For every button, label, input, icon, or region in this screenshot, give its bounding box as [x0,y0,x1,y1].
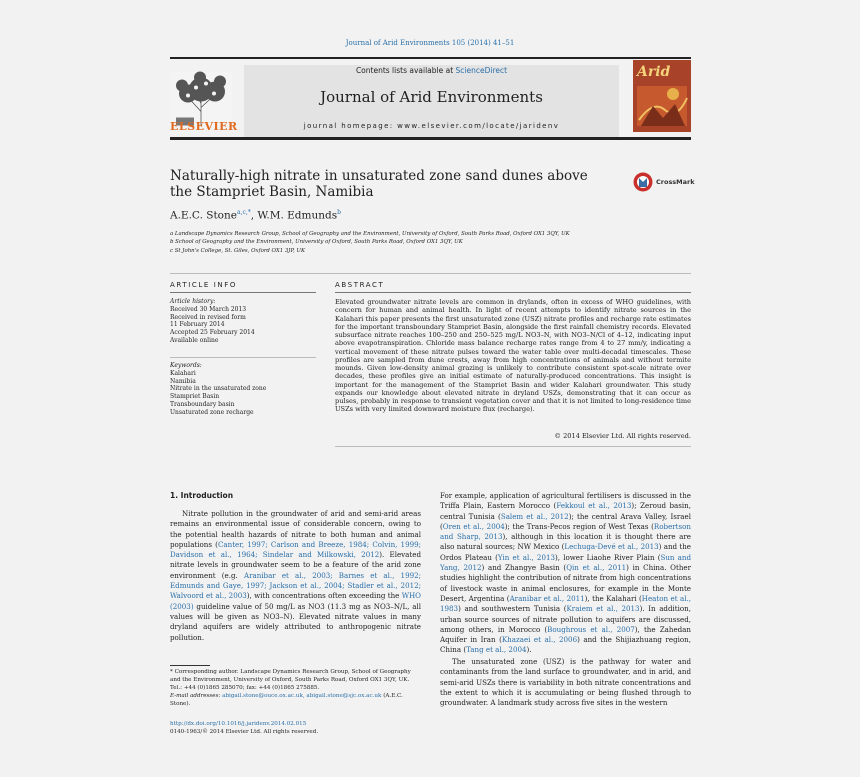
history-item: 11 February 2014 [170,321,225,329]
citation-link[interactable]: WHO (2003) [170,591,421,611]
email-suffix: (A.E.C. Stone). [170,693,403,707]
body-text-run: ) and southwestern Tunisia ( [458,604,567,614]
cover-title: Arid [637,64,671,80]
body-text-run: ) and the Shijiazhuang region, China ( [440,635,691,655]
citation-link[interactable]: Fekkoul et al., 2013 [556,501,632,511]
body-text-run: ). Elevated nitrate levels in groundwater seem to be a feature of the arid zone environment (e.g. [170,550,421,580]
body-text-run: Nitrate pollution in the groundwater of arid and semi-arid areas remains an environmental issue of considerable concern, owing to the potential health hazards of nitrate to both human and animal populations ( [170,509,421,549]
corresponding-author: * Corresponding author. Landscape Dynamics Research Group, School of Geography and the Environment, University of Oxford, South Parks Road, Oxford OX1 3QY, UK. Tel.: +44 (0)1865 285070; fax: +44 (0)1865 275885. [170,669,411,691]
footnote-rule [170,665,210,666]
keywords-rule [170,357,316,358]
citation-link[interactable]: Sun and Yang, 2012 [440,552,691,573]
article-info-rule [170,292,316,293]
citation-link[interactable]: Oren et al., 2004 [442,521,505,531]
article-info-heading: ARTICLE INFO [170,281,237,289]
citation-link[interactable]: Qin et al., 2011 [566,563,627,573]
history-item: Received 30 March 2013 [170,305,247,313]
abstract-copyright: © 2014 Elsevier Ltd. All rights reserved. [554,432,691,440]
author-edmunds: W.M. Edmunds [257,209,338,222]
abstract-heading: ABSTRACT [335,281,385,289]
sciencedirect-link[interactable]: ScienceDirect [455,66,508,75]
body-text-run: guideline value of 50 mg/L as NO3 (11.3 mg as NO3–N/L, all values will be given as NO3–N). Elevated nitrate values in many dryland aquifers are widely attributed to anthropogenic nitrate pollution. [170,601,421,642]
keyword: Unsaturated zone recharge [170,408,254,416]
affiliation-c: c St John's College, St. Giles, Oxford OX1 3JP, UK [170,248,305,254]
introduction-col2 [440,491,691,656]
header-top-rule [170,57,691,59]
journal-reference[interactable]: Journal of Arid Environments 105 (2014) 41–51 [345,39,515,47]
history-item: Received in revised form [170,313,246,321]
history-label: Article history: [170,298,216,305]
author-stone-sup[interactable]: a,c,* [236,209,251,216]
history-item: Available online [170,336,219,344]
keywords-block [170,362,300,417]
citation-link[interactable]: Kraiem et al., 2013 [566,604,640,614]
body-text-run: ). [526,645,532,655]
citation-link[interactable]: Heaton et al., 1983 [440,593,691,614]
email-links[interactable]: abigail.stone@ouce.ox.ac.uk, abigail.stone@sjc.ox.ac.uk [222,693,382,699]
doi-link[interactable]: http://dx.doi.org/10.1016/j.jaridenv.2014.02.015 [170,721,307,727]
article-title: Naturally-high nitrate in unsaturated zone sand dunes above the Stampriet Basin, Namibia [170,168,588,200]
keyword: Stampriet Basin [170,393,220,401]
citation-link[interactable]: Khazaei et al., 2006 [501,635,578,645]
body-text-run: ); Zeroud basin, central Tunisia ( [440,501,692,521]
contents-line: Contents lists available at ScienceDirect [355,66,508,75]
email-label: E-mail addresses: [170,693,223,699]
issn-line: 0140-1963/© 2014 Elsevier Ltd. All rights reserved. [170,729,319,735]
affiliation-a: a Landscape Dynamics Research Group, School of Geography and the Environment, University of Oxford, South Parks Road, Oxford OX1 3QY, UK [170,231,570,237]
journal-homepage[interactable]: journal homepage: www.elsevier.com/locate/jaridenv [303,122,560,130]
body-text-run: ). In addition, urban source sources of nitrate pollution to aquifers are discussed, among others, in Morocco ( [440,604,691,634]
body-text-run: ) in China. Other studies highlight the contribution of nitrate from high concentrations of livestock waste in animal enclosures, for example in the Monte Desert, Argentina ( [440,563,691,603]
body-text-run: ) and the Ordos Plateau ( [440,542,692,562]
history-item: Accepted 25 February 2014 [170,329,255,337]
author-stone: A.E.C. Stone [170,209,237,222]
header-bottom-rule [170,137,691,140]
elsevier-wordmark: ELSEVIER [170,120,238,133]
affiliation-b: b School of Geography and the Environment, University of Oxford, South Parks Road, Oxford OX1 3QY, UK [170,239,463,245]
citation-link[interactable]: Tang et al., 2004 [466,645,527,655]
introduction-col2-para2: The unsaturated zone (USZ) is the pathway for water and contaminants from the land surface to groundwater, and in arid, and semi-arid USZs there is variability in both nitrate concentrations and the extent to which it is accumulating or being flushed through to groundwater. A landmark study across five sites in the western [440,657,691,708]
crossmark-icon [633,172,653,192]
keyword: Kalahari [170,369,196,377]
journal-title: Journal of Arid Environments [320,88,543,106]
body-text-run: ); the central Arava Valley, Israel ( [440,511,691,531]
keywords-label: Keywords: [170,362,202,369]
abstract-text: Elevated groundwater nitrate levels are common in drylands, often in excess of WHO guidelines, with concern for human and animal health. In light of recent attempts to identify nitrate sources in the Kalahari this paper presents the first unsaturated zone (USZ) nitrate profiles and recharge rate estimates for the important transboundary Stampriet Basin, alongside the first rainfall chemistry records. Elevated subsurface nitrate reaches 100–250 and 250–525 mg/L NO3–N, with NO3–N/Cl of 4–12, indicating input above evapotranspiration. Chloride mass balance recharge rates range from 4 to 27 mm/y, indicating a vertical movement of these nitrate pulses toward the water table over multi-decadal timescales. These profiles are sampled from dune crests, away from high concentrations of animals and without termite mounds. Given low-density animal grazing is unlikely to contribute consistent spot-scale nitrate over decades, these profiles give an initial estimate of naturally-produced concentrations. This insight is important for the management of the Stampriet Basin and wider Kalahari groundwater. This study expands our knowledge about elevated nitrate in dryland USZs, demonstrating that it can occur as pulses, probably in response to transient vegetation cover and that it is not limited to long-residence time USZs with very limited downward moisture flux (recharge). [335,298,691,414]
citation-link[interactable]: Aranibar et al., 2003; Barnes et al., 1992; Edmunds and Gaye, 1997; Jackson et al., 2004; Stadler et al., 2012; Walvoord et al., 2003 [170,570,422,601]
introduction-col1 [170,509,421,643]
keyword: Nitrate in the unsaturated zone [170,385,267,393]
body-text-run: ) and Zhangye Basin ( [481,563,567,573]
citation-link[interactable]: Lechuga-Devé et al., 2013 [564,542,659,552]
crossmark-label: CrossMark [656,178,695,186]
citation-link[interactable]: Aranibar et al., 2011 [509,593,585,603]
body-text-run: ); the Trans-Pecos region of West Texas ( [504,521,654,531]
keyword: Namibia [170,377,196,385]
body-text-run: ), although in this location it is thought there are also natural sources; NW Mexico ( [440,532,691,552]
authors-line: A.E.C. Stone$^{a,c,*}$, W.M. Edmunds$^b$ [170,209,341,222]
body-text-run: For example, application of agricultural fertilisers is discussed in the Triffa Plain, Eastern Morocco ( [440,491,691,511]
corresponding-footnote [170,668,420,708]
citation-link[interactable]: Robertson and Sharp, 2013 [440,521,691,542]
body-text-run: ), the Zahedan Aquifer in Iran ( [440,624,691,645]
citation-link[interactable]: Canter, 1997; Carlson and Breeze, 1984; Colvin, 1999; Davidson et al., 1964; Sindelar and Milkowski, 2012 [170,539,422,560]
abstract-rule [335,292,691,293]
body-text-run: ), lower Liaohe River Plain ( [554,552,661,562]
abstract-bottom-rule [335,446,691,447]
body-text-run: ), the Kalahari ( [584,593,642,603]
keyword: Transboundary basin [170,400,235,408]
citation-link[interactable]: Yin et al., 2013 [497,552,555,562]
section-divider [170,273,691,274]
article-history [170,298,300,345]
introduction-heading: 1. Introduction [170,491,234,500]
author-edmunds-sup[interactable]: b [337,209,341,216]
citation-link[interactable]: Salem et al., 2012 [500,511,569,521]
crossmark-badge[interactable] [633,172,693,192]
citation-link[interactable]: Boughrous et al., 2007 [547,624,635,634]
body-text-run: ), with concentrations often exceeding the [246,591,402,601]
